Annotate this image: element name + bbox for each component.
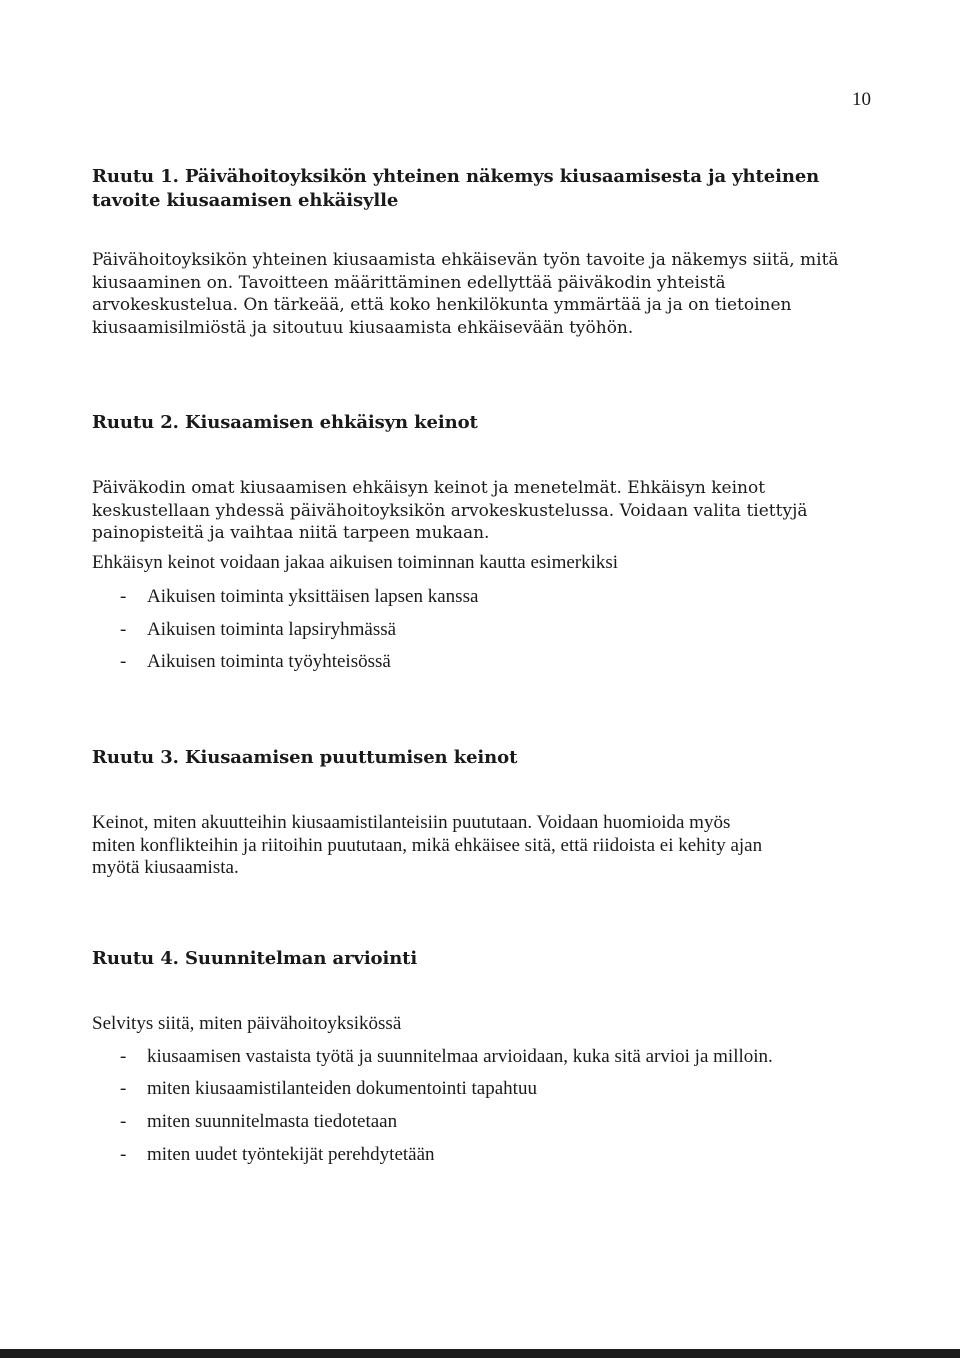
paragraph-line: painopisteitä ja vaihtaa niitä tarpeen mukaan. [92, 523, 490, 543]
list-marker: - [120, 586, 127, 607]
list-marker: - [120, 651, 127, 672]
paragraph-line: Päivähoitoyksikön yhteinen kiusaamista ehkäisevän työn tavoite ja näkemys siitä, mitä [92, 250, 839, 270]
list-item-text: miten kiusaamistilanteiden dokumentointi tapahtuu [147, 1078, 537, 1099]
list-item [120, 1144, 435, 1166]
paragraph-line: arvokeskustelua. On tärkeää, että koko henkilökunta ymmärtää ja ja on tietoinen [92, 295, 792, 315]
section-1-heading [92, 165, 892, 213]
section-1-heading-line-2: tavoite kiusaamisen ehkäisylle [92, 190, 399, 211]
section-2-paragraph [92, 477, 807, 545]
list-marker: - [120, 1078, 127, 1099]
section-3-heading: Ruutu 3. Kiusaamisen puuttumisen keinot [92, 747, 518, 768]
paragraph-line: Keinot, miten akuutteihin kiusaamistilanteisiin puututaan. Voidaan huomioida myös [92, 812, 731, 833]
section-4-heading: Ruutu 4. Suunnitelman arviointi [92, 948, 418, 969]
paragraph-line: Päiväkodin omat kiusaamisen ehkäisyn keinot ja menetelmät. Ehkäisyn keinot [92, 478, 766, 498]
paragraph-line: kiusaamisilmiöstä ja sitoutuu kiusaamista ehkäisevään työhön. [92, 317, 634, 338]
paragraph-line: miten konflikteihin ja riitoihin puututaan, mikä ehkäisee sitä, että riidoista ei kehity ajan [92, 834, 763, 856]
list-item [120, 1046, 773, 1068]
section-2-heading: Ruutu 2. Kiusaamisen ehkäisyn keinot [92, 412, 478, 433]
list-item [120, 1111, 397, 1133]
section-2-intro: Ehkäisyn keinot voidaan jakaa aikuisen toiminnan kautta esimerkiksi [92, 552, 619, 573]
scan-bottom-edge [0, 1349, 960, 1358]
list-item-text: miten suunnitelmasta tiedotetaan [147, 1111, 398, 1132]
page-number: 10 [852, 89, 871, 110]
section-3-paragraph [92, 812, 762, 880]
list-item [120, 619, 396, 641]
section-1-paragraph [92, 249, 839, 339]
paragraph-line: keskustellaan yhdessä päivähoitoyksikön arvokeskustelussa. Voidaan valita tiettyjä [92, 500, 808, 521]
list-marker: - [120, 1144, 127, 1165]
list-item-text: miten uudet työntekijät perehdytetään [147, 1144, 435, 1165]
list-item [120, 1078, 537, 1100]
paragraph-line: kiusaaminen on. Tavoitteen määrittäminen edellyttää päiväkodin yhteistä [92, 272, 726, 293]
paragraph-line: myötä kiusaamista. [92, 857, 239, 878]
section-4-intro: Selvitys siitä, miten päivähoitoyksikössä [92, 1013, 402, 1034]
list-marker: - [120, 1046, 127, 1067]
section-1-heading-line-1: Ruutu 1. Päivähoitoyksikön yhteinen näkemys kiusaamisesta ja yhteinen [92, 166, 820, 187]
list-item-text: Aikuisen toiminta yksittäisen lapsen kanssa [147, 586, 479, 607]
list-marker: - [120, 619, 127, 640]
list-item [120, 651, 391, 673]
list-item-text: Aikuisen toiminta työyhteisössä [147, 651, 391, 672]
list-item-text: kiusaamisen vastaista työtä ja suunnitelmaa arvioidaan, kuka sitä arvioi ja milloin. [147, 1046, 773, 1067]
list-item [120, 586, 478, 608]
list-marker: - [120, 1111, 127, 1132]
list-item-text: Aikuisen toiminta lapsiryhmässä [147, 619, 397, 640]
